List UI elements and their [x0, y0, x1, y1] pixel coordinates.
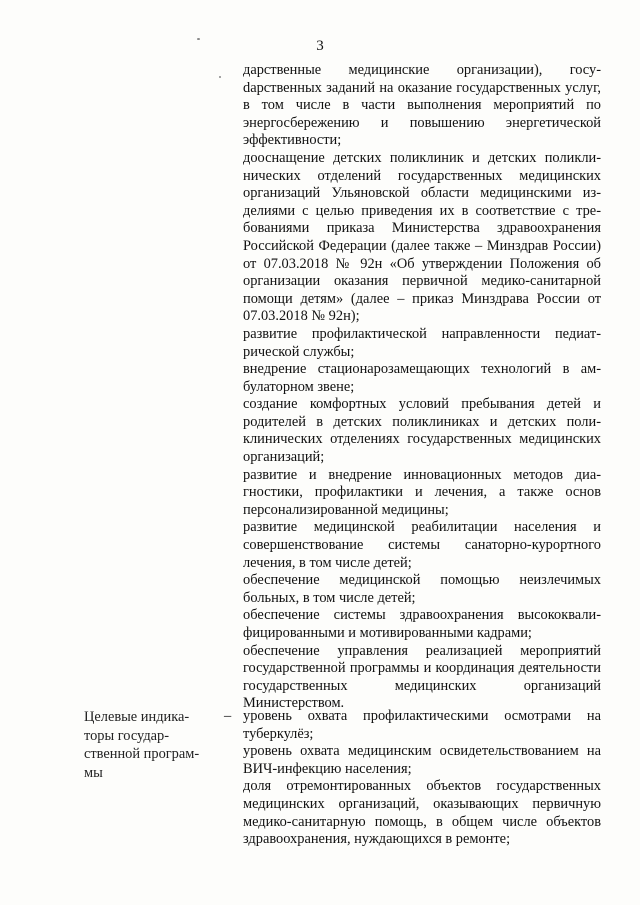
paragraph: обеспечение медицинской помощью неизлечимых больных, в том числе детей; [243, 572, 601, 606]
label-line: ственной програм- [84, 746, 200, 763]
scan-speck [197, 38, 200, 40]
paragraph: дарственные медицинские организации), госуdарственных заданий на оказание государственных услуг, в том числе в части выполнения мероприятий по энергосбережению и повышению энергетической эффективности; [243, 62, 601, 149]
label-line: Целевые индика- [84, 709, 190, 725]
indicator-item: доля отремонтированных объектов государственных медицинских организаций, оказывающих первичную медико-санитарную помощь, в общем числе объектов здравоохранения, нуждающихся в ремонте; [243, 778, 601, 848]
section-label [84, 708, 218, 782]
paragraph: создание комфортных условий пребывания детей и родителей в детских поликлиниках и детских поликлинических отделениях государственных медицинских организаций; [243, 396, 601, 466]
paragraph: обеспечение управления реализацией мероприятий государственной программы и координация деятельности государственных медицинских организаций Министерством. [243, 642, 601, 712]
paragraph: дооснащение детских поликлиник и детских поликлинических отделений государственных медицинских организаций Ульяновской области медицинскими изделиями с целью приведения их в соответствие с требованиями приказа Министерства здравоохранения Российской Федерации (далее также – Минздрав России) от 07.03.2018 № 92н «Об утверждении Положения об организации оказания первичной медико-санитарной помощи детям» (далее – приказ Минздрава России от 07.03.2018 № 92н); [243, 149, 601, 325]
paragraph: обеспечение системы здравоохранения высококвалифицированными и мотивированными кадрами; [243, 607, 601, 641]
paragraph: внедрение стационарозамещающих технологий в амбулаторном звене; [243, 361, 601, 395]
paragraph: развитие и внедрение инновационных методов диагностики, профилактики и лечения, а также основ персонализированной медицины; [243, 466, 601, 518]
label-line: торы государ- [84, 727, 170, 744]
indicator-item: уровень охвата медицинским освидетельствованием на ВИЧ-инфекцию населения; [243, 743, 601, 777]
indicators-list [243, 708, 601, 849]
paragraph: развитие профилактической направленности педиатрической службы; [243, 325, 601, 360]
objectives-continued [243, 62, 601, 713]
paragraph: развитие медицинской реабилитации населения и совершенствование системы санаторно-курортного лечения, в том числе детей; [243, 519, 601, 571]
label-line: мы [84, 764, 103, 781]
separator-dash: – [224, 708, 232, 724]
indicator-item: уровень охвата профилактическими осмотрами на туберкулёз; [243, 708, 601, 742]
page-number: 3 [316, 38, 324, 54]
scan-speck [219, 76, 221, 78]
